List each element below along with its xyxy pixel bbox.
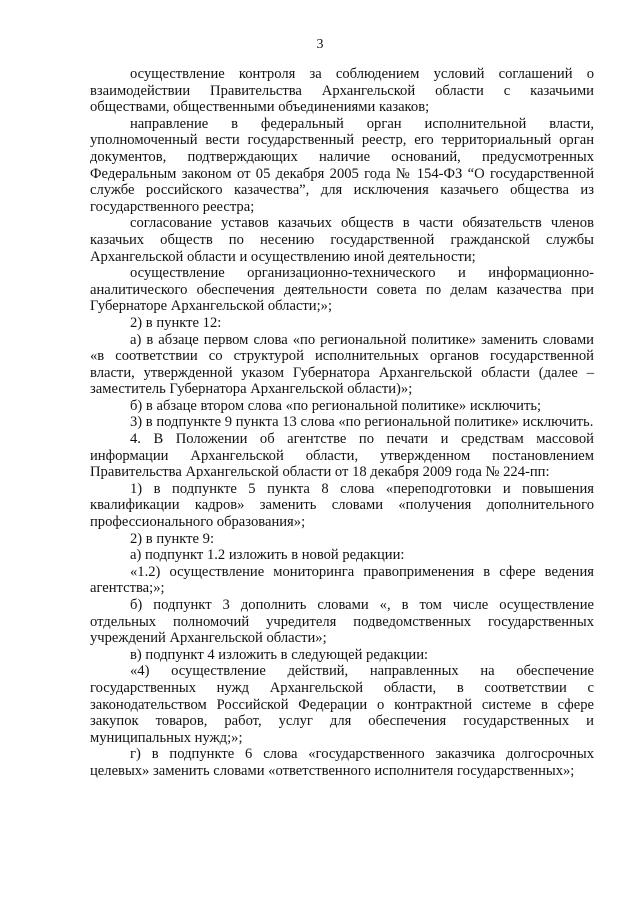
paragraph-15: в) подпункт 4 изложить в следующей редакции: (130, 646, 429, 663)
paragraph-14: б) подпункт 3 дополнить словами «, в том числе осуществление отдельных полномочий учредителя подведомственных государственных учреждений Архангельской области»; (90, 597, 594, 647)
paragraph-4: осуществление организационно-технического и информационно-аналитического обеспечения деятельности совета по делам казачества при Губернаторе Архангельской области;»; (90, 265, 594, 315)
paragraph-5: 2) в пункте 12: (130, 314, 222, 331)
paragraph-12: а) подпункт 1.2 изложить в новой редакции: (130, 547, 405, 564)
paragraph-3: согласование уставов казачьих обществ в части обязательств членов казачьих обществ по несению государственной гражданской службы Архангельской области и осуществлению иной деятельности; (90, 215, 594, 265)
paragraph-8: 3) в подпункте 9 пункта 13 слова «по региональной политике» исключить. (130, 414, 594, 431)
paragraph-13: «1.2) осуществление мониторинга правоприменения в сфере ведения агентства;»; (90, 563, 594, 597)
paragraph-16: «4) осуществление действий, направленных на обеспечение государственных нужд Архангельской области, в соответствии с законодательством Российской Федерации о контрактной системе в сфере закупок товаров, работ, услуг для обеспечения государственных и муниципальных нужд;»; (90, 663, 594, 746)
paragraph-9: 4. В Положении об агентстве по печати и средствам массовой информации Архангельской области, утвержденном постановлением Правительства Архангельской области от 18 декабря 2009 года № 224-пп: (90, 431, 594, 481)
paragraph-7: б) в абзаце втором слова «по региональной политике» исключить; (130, 397, 542, 414)
paragraph-11: 2) в пункте 9: (130, 530, 215, 547)
paragraph-17: г) в подпункте 6 слова «государственного заказчика долгосрочных целевых» заменить словами «ответственного исполнителя государственных»; (90, 746, 594, 779)
paragraph-1: осуществление контроля за соблюдением условий соглашений о взаимодействии Правительства Архангельской области с казачьими обществами, общественными объединениями казаков; (90, 66, 594, 116)
paragraph-10: 1) в подпункте 5 пункта 8 слова «переподготовки и повышения квалификации кадров» заменить словами «получения дополнительного профессионального образования»; (90, 480, 594, 531)
document-body (90, 66, 594, 780)
paragraph-2: направление в федеральный орган исполнительной власти, уполномоченный вести государственный реестр, его территориальный орган документов, подтверждающих наличие оснований, предусмотренных Федеральным законом от 05 декабря 2005 года № 154-ФЗ “О государственной службе российского казачества”, для исключения казачьего общества из государственного реестра; (90, 115, 594, 215)
paragraph-6: а) в абзаце первом слова «по региональной политике» заменить словами «в соответствии со структурой исполнительных органов государственной власти, утвержденной указом Губернатора Архангельской области (далее – заместитель Губернатора Архангельской области)»; (90, 331, 594, 398)
page-number: 3 (316, 37, 324, 52)
